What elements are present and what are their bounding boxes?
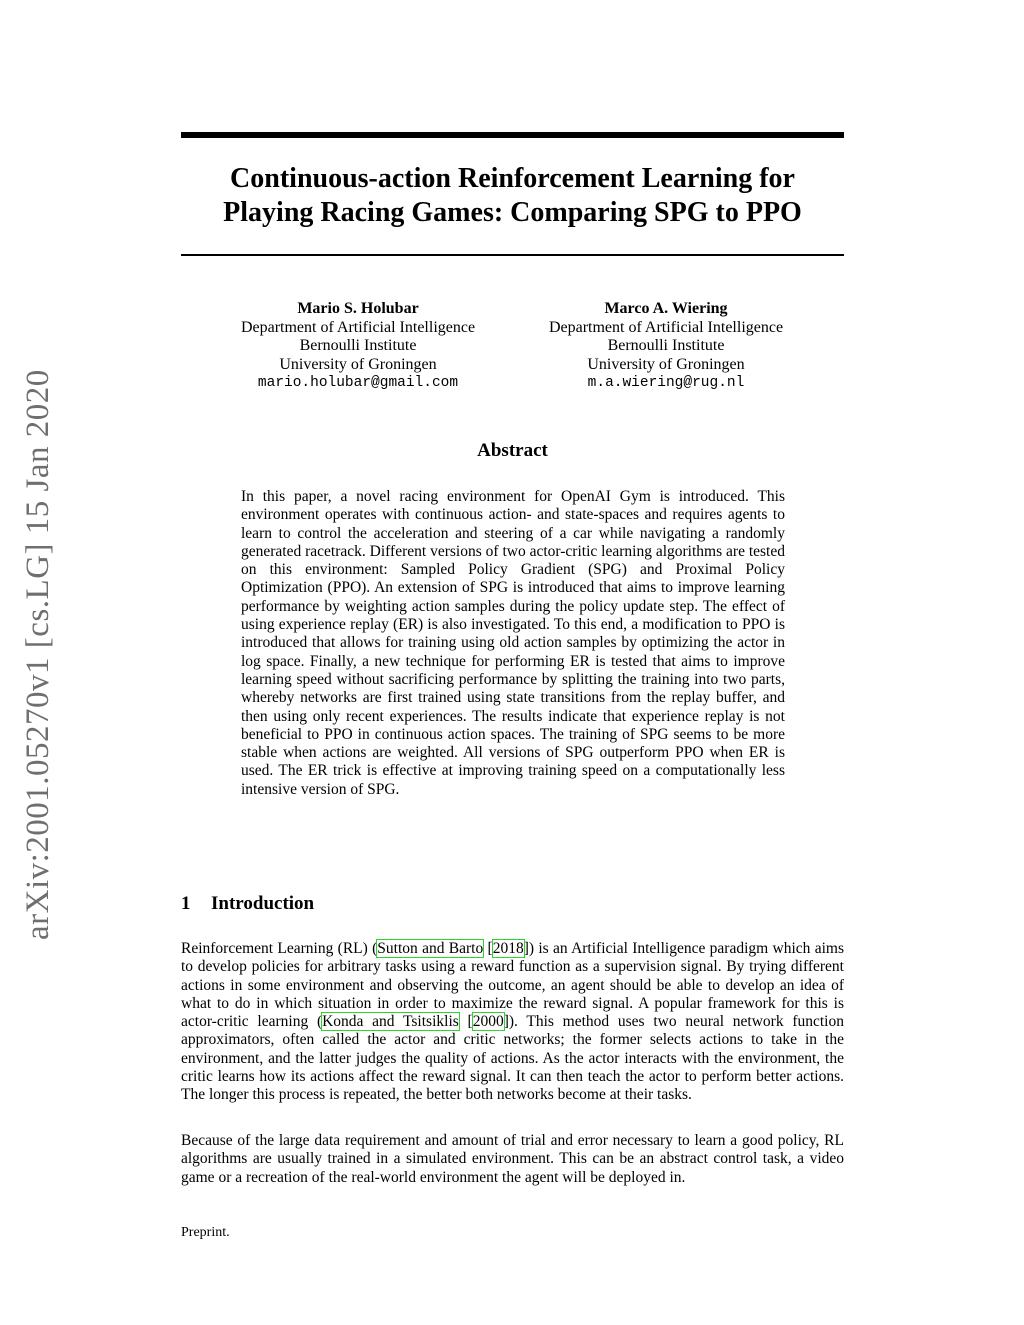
author-university: University of Groningen bbox=[587, 355, 745, 373]
author-email[interactable]: mario.holubar@gmail.com bbox=[257, 375, 459, 391]
paper-title bbox=[181, 162, 844, 230]
author-block-wiering bbox=[506, 300, 826, 393]
section-title: Introduction bbox=[211, 893, 315, 914]
citation-link-sutton-barto[interactable]: Sutton and Barto bbox=[377, 940, 484, 957]
title-line: Playing Racing Games: Comparing SPG to PPO bbox=[223, 197, 802, 228]
author-university: University of Groningen bbox=[279, 355, 437, 373]
section-heading-introduction bbox=[181, 893, 314, 915]
author-institute: Bernoulli Institute bbox=[607, 337, 725, 354]
author-email[interactable]: m.a.wiering@rug.nl bbox=[587, 375, 745, 391]
citation-link-konda-tsitsiklis[interactable]: Konda and Tsitsiklis bbox=[322, 1013, 459, 1031]
title-bottom-rule bbox=[181, 254, 844, 256]
section-number: 1 bbox=[181, 893, 191, 914]
author-department: Department of Artificial Intelligence bbox=[548, 318, 784, 336]
paragraph-text: ]) is an Artificial Intelligence paradigm which aims to develop policies for arbitrary tasks using a reward function as a supervision signal. By trying different actions in some environment and observing the outcome, an agent should be able to develop an idea of what to do in which situation in order to maximize the reward signal. A popular framework for this is actor-critic learning ( bbox=[181, 940, 844, 1031]
author-block-holubar bbox=[198, 300, 518, 393]
author-name: Marco A. Wiering bbox=[604, 300, 728, 317]
author-institute: Bernoulli Institute bbox=[299, 337, 417, 354]
introduction-paragraph-2: Because of the large data requirement and amount of trial and error necessary to learn a good policy, RL algorithms are usually trained in a simulated environment. This can be an abstract control task, a video game or a recreation of the real-world environment the agent will be deployed in. bbox=[181, 1132, 844, 1186]
paragraph-text: ]). This method uses two neural network function approximators, often called the actor and critic networks; the former selects actions to take in the environment, and the latter judges the quality of actions. As the actor interacts with the environment, the critic learns how its actions affect the reward signal. It can then teach the actor to perform better actions. The longer this process is repeated, the better both networks become at their tasks. bbox=[181, 1013, 844, 1104]
citation-link-2000[interactable]: 2000 bbox=[472, 1013, 504, 1031]
footer-preprint-note: Preprint. bbox=[181, 1225, 230, 1240]
paragraph-text: Reinforcement Learning (RL) ( bbox=[181, 940, 378, 957]
title-top-rule bbox=[181, 132, 844, 138]
paragraph-text: [ bbox=[458, 1013, 473, 1031]
citation-link-2018[interactable]: 2018 bbox=[492, 940, 524, 957]
introduction-paragraph-1 bbox=[181, 940, 844, 1105]
abstract-heading: Abstract bbox=[477, 440, 548, 461]
author-department: Department of Artificial Intelligence bbox=[240, 318, 476, 336]
title-line: Continuous-action Reinforcement Learning for bbox=[230, 163, 795, 194]
arxiv-identifier-stamp: arXiv:2001.05270v1 [cs.LG] 15 Jan 2020 bbox=[20, 369, 56, 940]
paragraph-text: [ bbox=[483, 940, 493, 957]
abstract-text: In this paper, a novel racing environment for OpenAI Gym is introduced. This environment operates with continuous action- and state-spaces and requires agents to learn to control the acceleration and steering of a car while navigating a randomly generated racetrack. Different versions of two actor-critic learning algorithms are tested on this environment: Sampled Policy Gradient (SPG) and Proximal Policy Optimization (PPO). An extension of SPG is introduced that aims to improve learning performance by weighting action samples during the policy update step. The effect of using experience replay (ER) is also investigated. To this end, a modification to PPO is introduced that allows for training using old action samples by optimizing the actor in log space. Finally, a new technique for performing ER is tested that aims to improve learning speed without sacrificing performance by splitting the training into two parts, whereby networks are first trained using state transitions from the replay buffer, and then using only recent experiences. The results indicate that experience replay is not beneficial to PPO in continuous action spaces. The training of SPG seems to be more stable when actions are weighted. All versions of SPG outperform PPO when ER is used. The ER trick is effective at improving training speed on a computationally less intensive version of SPG. bbox=[241, 488, 785, 798]
author-name: Mario S. Holubar bbox=[297, 300, 419, 317]
